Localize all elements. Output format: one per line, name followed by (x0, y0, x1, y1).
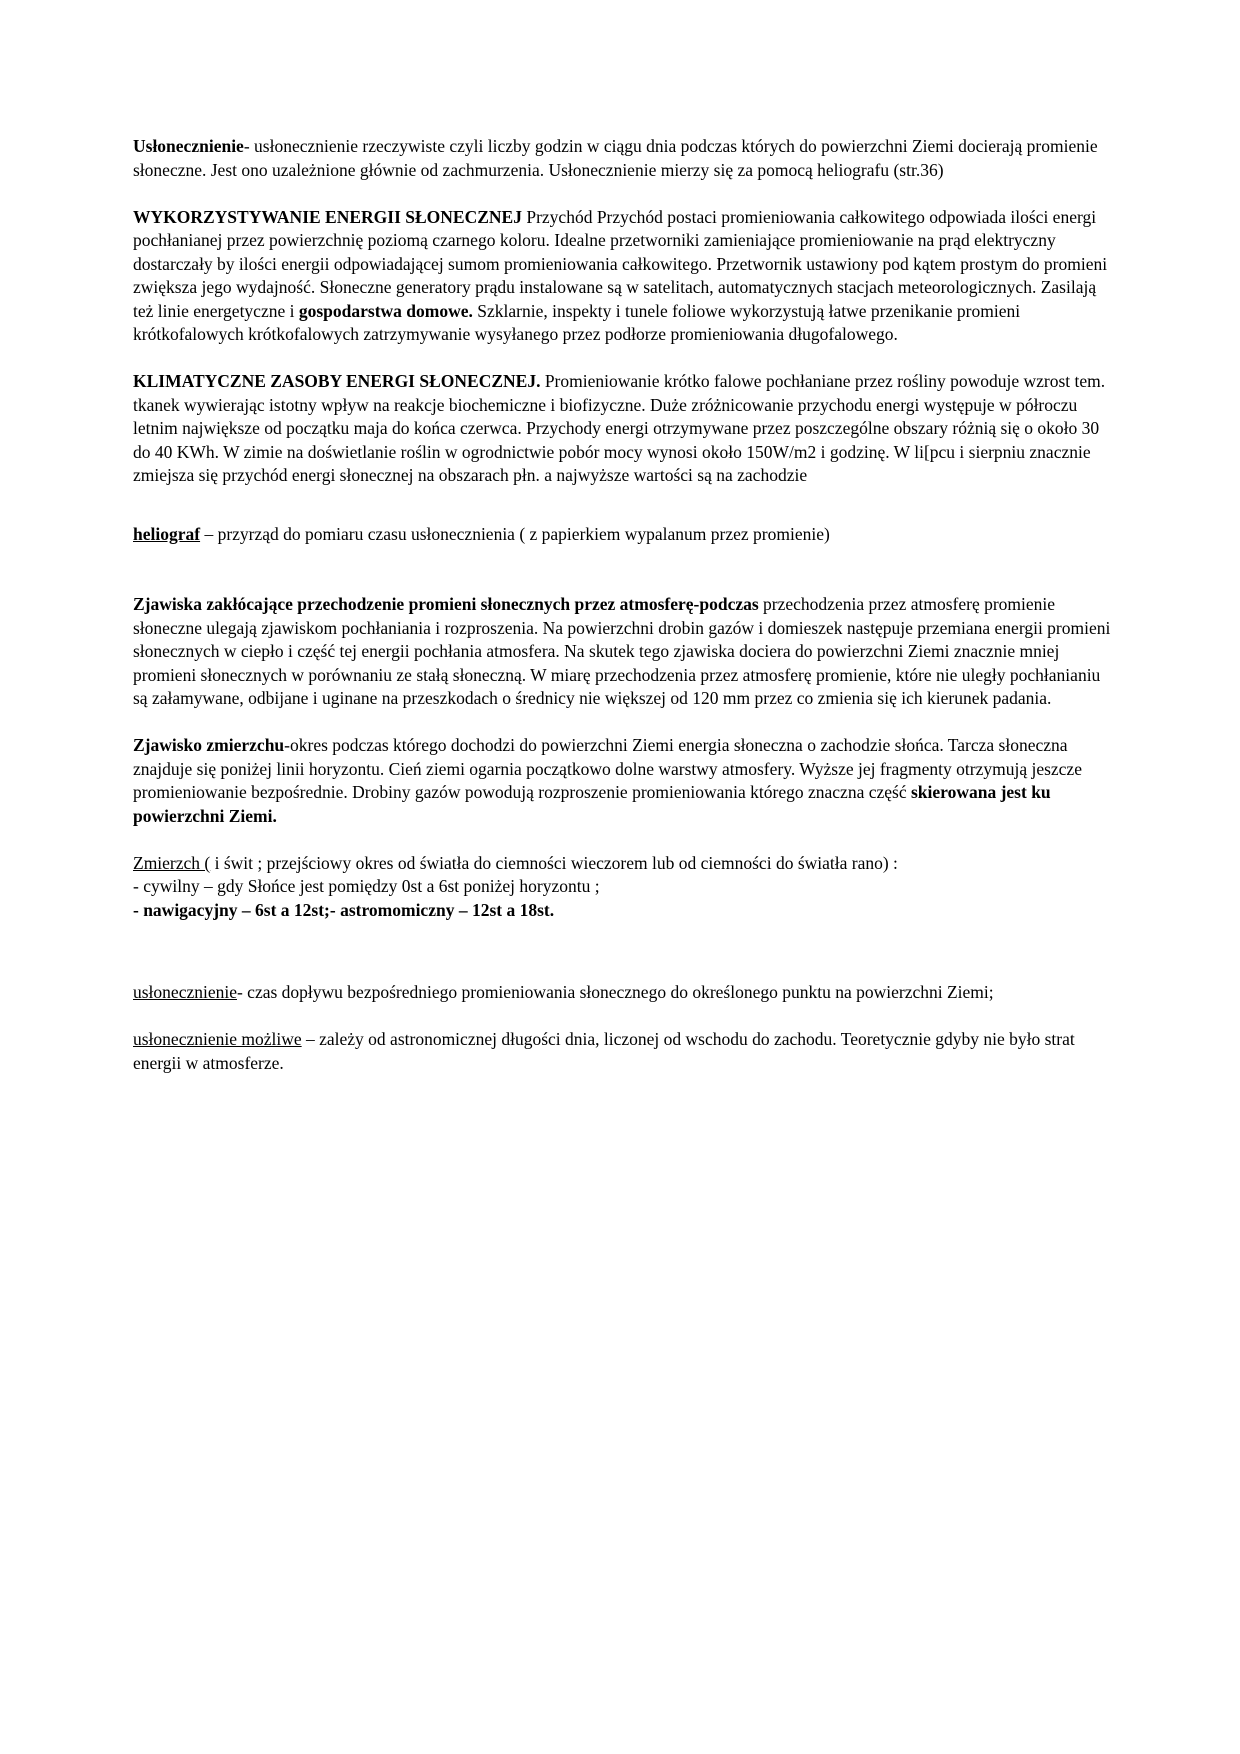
text-run: Szklarnie, inspekty i tunele foliowe wykorzystują łatwe przenikanie promieni krótkofalowych krótkofalowych zatrzymywanie wysyłanego przez podłorze promieniowania długofalowego. (133, 300, 1021, 344)
paragraph-klimatyczne-zasoby (133, 370, 1113, 488)
paragraph-uslonecznienie-mozliwe (133, 1028, 1113, 1075)
text-run: heliograf (133, 523, 201, 544)
paragraph-wykorzystywanie-energii (133, 206, 1113, 347)
text-run: Zmierzch ( (133, 852, 211, 873)
text-run: - usłonecznienie rzeczywiste czyli liczby godzin w ciągu dnia podczas których do powierzchni Ziemi docierają promienie słoneczne. Jest ono uzależnione głównie od zachmurzenia. Usłonecznienie mierzy się za pomocą heliografu (str.36) (133, 136, 1098, 180)
text-run: Promieniowanie krótko falowe pochłaniane przez rośliny powoduje wzrost tem. tkanek wywierając istotny wpływ na reakcje biochemiczne i biofizyczne. Duże zróżnicowanie przychodu energi występuje w półroczu letnim największe od początku maja do końca czerwca. Przychody energi otrzymywane przez poszczególne obszary różnią się o około 30 do 40 KWh. W zimie na doświetlanie roślin w ogrodnictwie pobór mocy wynosi około 150W/m2 i godzinę. W li[pcu i sierpniu znacznie zmiejsza się przychód energi słonecznej na obszarach płn. a najwyższe wartości są na zachodzie (133, 371, 1106, 485)
text-run: Zjawisko zmierzchu (133, 735, 285, 756)
text-run: – przyrząd do pomiaru czasu usłonecznienia ( z papierkiem wypalanum przez promienie) (200, 523, 830, 544)
text-run: WYKORZYSTYWANIE ENERGII SŁONECZNEJ (133, 206, 522, 227)
paragraph-heliograf (133, 523, 1113, 547)
text-run: Przychód Przychód postaci promieniowania całkowitego odpowiada ilości energi pochłanianej przez powierzchnię poziomą czarnego koloru. Idealne przetworniki zamieniające promieniowanie na prąd elektryczny dostarczały by ilości energii odpowiadającej sumom promieniowania całkowitego. Przetwornik ustawiony pod kątem prostym do promieni zwiększa jego wydajność. Słoneczne generatory prądu instalowane są w satelitach, automatycznych stacjach meteorologicznych. Zasilają też linie energetyczne i (133, 206, 1108, 321)
paragraph-zjawiska-zaklocajace (133, 593, 1113, 711)
paragraph-zjawisko-zmierzchu (133, 734, 1113, 828)
text-run: skierowana jest ku powierzchni Ziemi. (133, 782, 1051, 826)
text-run: - cywilny – gdy Słońce jest pomiędzy 0st a 6st poniżej horyzontu ; (133, 876, 600, 897)
text-run: przechodzenia przez atmosferę promienie słoneczne ulegają zjawiskom pochłaniania i rozproszenia. Na powierzchni drobin gazów i domieszek następuje przemiana energii promieni słonecznych w ciepło i część tej energii pochłania atmosfera. Na skutek tego zjawiska dociera do powierzchni Ziemi znacznie mniej promieni słonecznych w porównaniu ze stałą słoneczną. W miarę przechodzenia przez atmosferę promienie, które nie uległy pochłanianiu są załamywane, odbijane i uginane na przeszkodach o średnicy nie większej od 120 mm przez co zmienia się ich kierunek padania. (133, 594, 1111, 709)
text-run: - czas dopływu bezpośredniego promieniowania słonecznego do określonego punktu na powierzchni Ziemi; (236, 982, 994, 1002)
text-run: -okres podczas którego dochodzi do powierzchni Ziemi energia słoneczna o zachodzie słońca. Tarcza słoneczna znajduje się poniżej linii horyzontu. Cień ziemi ogarnia początkowo dolne warstwy atmosfery. Wyższe jej fragmenty otrzymują jeszcze promieniowanie bezpośrednie. Drobiny gazów powodują rozproszenie promieniowania którego znaczna część (133, 735, 1082, 803)
text-run: – zależy od astronomicznej długości dnia, liczonej od wschodu do zachodu. Teoretycznie gdyby nie było strat energii w atmosferze. (133, 1029, 1075, 1073)
text-run: usłonecznienie możliwe (133, 1029, 302, 1049)
paragraph-uslonecznienie-czas (133, 981, 1113, 1005)
text-run: Zjawiska zakłócające przechodzenie promieni słonecznych przez atmosferę-podczas (133, 594, 759, 615)
text-run: KLIMATYCZNE ZASOBY ENERGI SŁONECZNEJ. (133, 371, 541, 391)
text-run: i świt ; przejściowy okres od światła do ciemności wieczorem lub od ciemności do światła rano) : (210, 852, 898, 873)
paragraph-uslonecznienie (133, 135, 1113, 182)
text-run: usłonecznienie (133, 982, 237, 1002)
text-run: gospodarstwa domowe. (298, 300, 473, 321)
text-run: Usłonecznienie (133, 136, 244, 156)
paragraph-zmierzch (133, 852, 1113, 923)
document-body (133, 135, 1113, 1075)
text-run: - nawigacyjny – 6st a 12st;- astromomiczny – 12st a 18st. (133, 899, 555, 920)
